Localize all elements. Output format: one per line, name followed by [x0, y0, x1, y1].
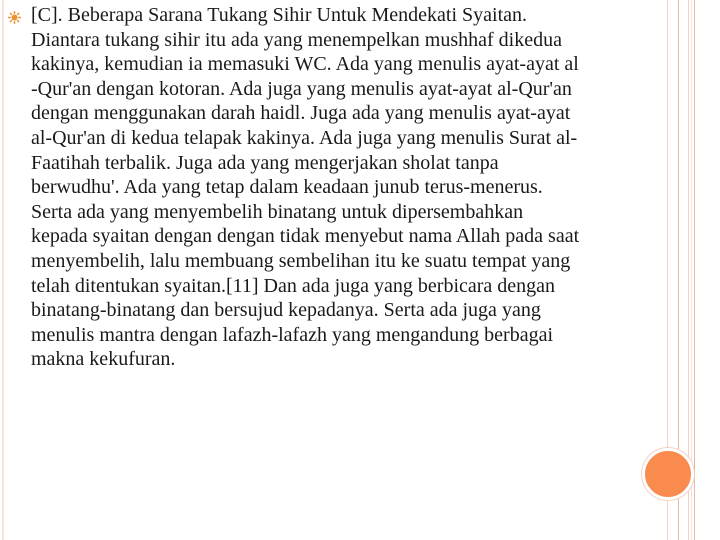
text-line: berwudhu'. Ada yang tetap dalam keadaan junub terus-menerus. — [31, 176, 543, 199]
text-line: binatang-binatang dan bersujud kepadanya. Serta ada juga yang — [31, 299, 541, 322]
text-line: Serta ada yang menyembelih binatang untuk dipersembahkan — [31, 200, 524, 223]
text-line: makna kekufuran. — [31, 348, 176, 371]
right-frame-line — [691, 0, 692, 540]
text-line: al-Qur'an di kedua telapak kakinya. Ada juga yang menulis Surat al- — [31, 126, 578, 149]
text-line: kepada syaitan dengan dengan tidak menyebut nama Allah pada saat — [31, 225, 580, 248]
text-line: [C]. Beberapa Sarana Tukang Sihir Untuk Mendekati Syaitan. — [31, 4, 528, 26]
left-frame-line — [2, 0, 4, 540]
text-line: Diantara tukang sihir itu ada yang menempelkan mushhaf dikedua — [31, 28, 562, 51]
sun-bullet-icon — [8, 11, 21, 24]
text-line: menulis mantra dengan lafazh-lafazh yang mengandung berbagai — [31, 323, 554, 346]
text-line: kakinya, kemudian ia memasuki WC. Ada yang menulis ayat-ayat al — [31, 53, 579, 76]
text-line: Faatihah terbalik. Juga ada yang mengerjakan sholat tanpa — [31, 151, 499, 174]
text-line: dengan menggunakan darah haidl. Juga ada yang menulis ayat-ayat — [31, 102, 571, 125]
bullet-paragraph — [31, 3, 667, 372]
right-frame-line — [694, 0, 695, 540]
text-line: telah ditentukan syaitan.[11] Dan ada juga yang berbicara dengan — [31, 274, 556, 297]
text-line: -Qur'an dengan kotoran. Ada juga yang menulis ayat-ayat al-Qur'an — [31, 77, 572, 100]
orange-circle-icon — [642, 448, 694, 500]
text-line: menyembelih, lalu membuang sembelihan itu ke suatu tempat yang — [31, 249, 571, 272]
